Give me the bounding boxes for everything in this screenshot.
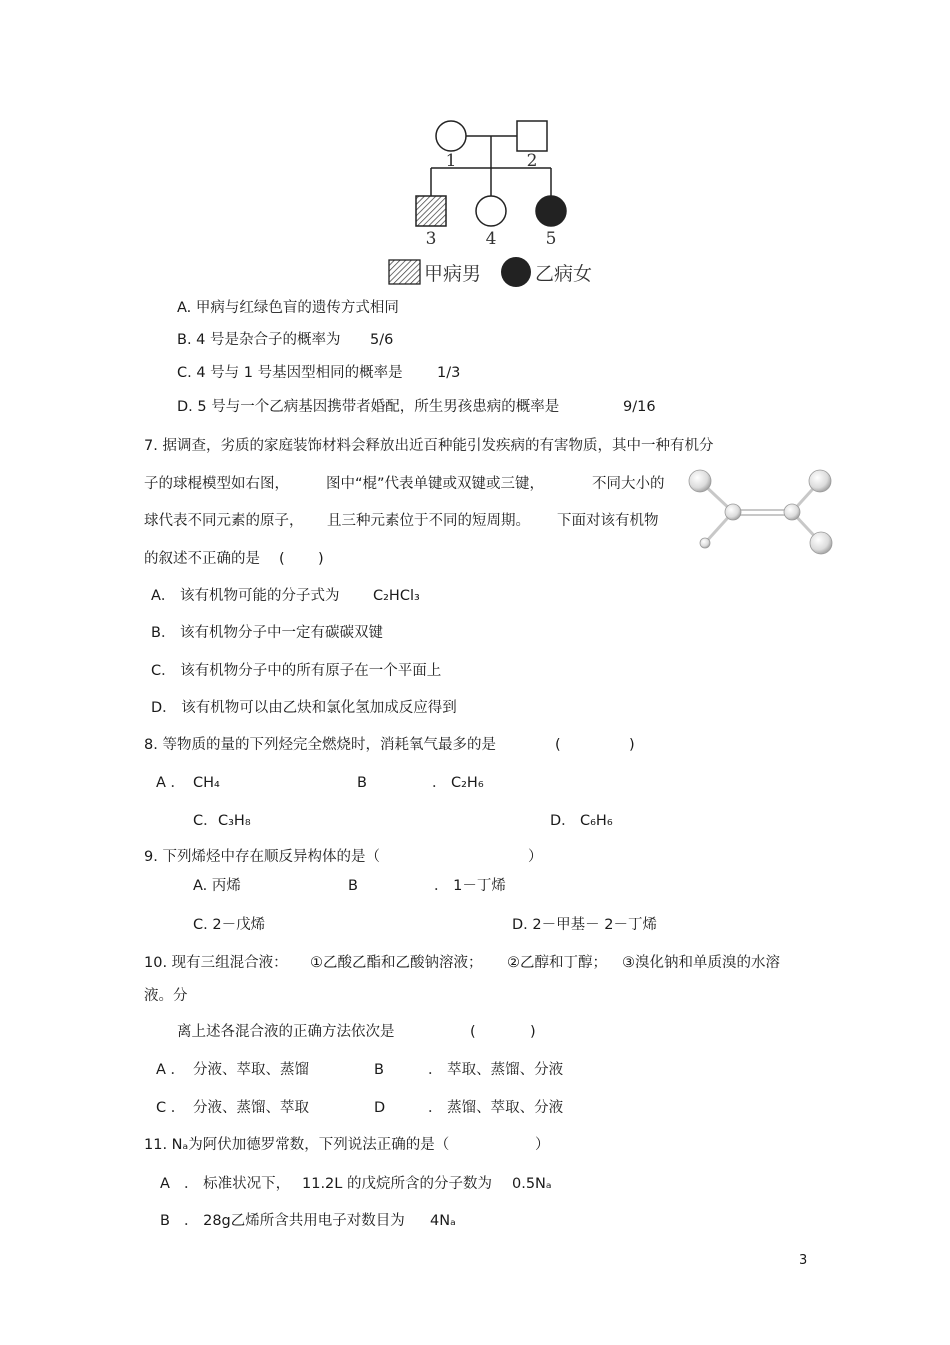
q11-option-a-value: 11.2L 的戊烷所含的分子数为: [302, 1176, 492, 1192]
q9-stem: 9. 下列烯烃中存在顺反异构体的是（: [144, 849, 380, 865]
q10-line-1d: ③溴化钠和单质溴的水溶: [622, 955, 780, 971]
q7-line-4c: ): [318, 551, 324, 567]
q8-option-a-label: A ．: [156, 775, 186, 791]
q11-option-a-label: A: [160, 1176, 170, 1192]
q6-option-b: B. 4 号是杂合子的概率为: [177, 332, 341, 348]
label-5: 5: [545, 229, 557, 249]
page-number: 3: [799, 1253, 808, 1268]
q10-line-1a: 10. 现有三组混合液：: [144, 955, 288, 971]
q11-option-a-text: ． 标准状况下，: [184, 1176, 291, 1192]
q7-line-3b: 且三种元素位于不同的短周期。: [327, 513, 530, 529]
q7-option-d: D． 该有机物可以由乙炔和氯化氢加成反应得到: [151, 700, 457, 716]
q7-line-4a: 的叙述不正确的是: [144, 551, 260, 567]
q6-option-c: C. 4 号与 1 号基因型相同的概率是: [177, 365, 403, 381]
q7-option-b: B． 该有机物分子中一定有碳碳双键: [151, 625, 384, 641]
q9-option-c: C. 2－戊烯: [193, 917, 266, 933]
q7-line-1: 7. 据调查，劣质的家庭装饰材料会释放出近百种能引发疾病的有害物质，其中一种有机分: [144, 438, 714, 454]
q8-option-b-label: B: [357, 775, 367, 791]
q8-option-d-label: D．: [550, 813, 576, 829]
atom-ball: [810, 532, 832, 554]
q10-line-3b: (: [470, 1024, 476, 1040]
q7-line-4b: (: [279, 551, 285, 567]
q7-line-2b: 图中“棍”代表单键或双键或三键，: [326, 476, 545, 492]
individual-5: [536, 196, 566, 226]
ball-stick-model: [685, 465, 835, 560]
q7-line-3a: 球代表不同元素的原子，: [144, 513, 304, 529]
q8-option-c-formula: C₃H₈: [218, 813, 251, 829]
label-2: 2: [526, 151, 538, 171]
atom-ball: [700, 538, 710, 548]
q7-option-a: A． 该有机物可能的分子式为: [151, 588, 340, 604]
q10-option-d-label: D: [374, 1100, 386, 1116]
q10-line-2: 液。分: [144, 988, 188, 1004]
q7-option-c: C． 该有机物分子中的所有原子在一个平面上: [151, 663, 442, 679]
q7-line-3c: 下面对该有机物: [557, 513, 659, 529]
q10-line-3a: 离上述各混合液的正确方法依次是: [177, 1024, 395, 1040]
legend-b-label: 乙病女: [535, 263, 593, 285]
label-1: 1: [445, 151, 457, 171]
q9-option-b-label: B: [348, 878, 358, 894]
q6-option-d-value: 9/16: [623, 399, 656, 415]
q8-paren-left: (: [555, 737, 561, 753]
pedigree-diagram: [380, 110, 620, 295]
label-3: 3: [425, 229, 437, 249]
q10-line-3c: ): [530, 1024, 536, 1040]
q10-option-b-text: ． 萃取、蒸馏、分液: [428, 1062, 564, 1078]
q10-option-a-label: A ．: [156, 1062, 186, 1078]
q8-option-c-label: C．: [193, 813, 218, 829]
individual-2: [517, 121, 547, 151]
q8-option-b-formula: C₂H₆: [451, 775, 484, 791]
q7-line-2a: 子的球棍模型如右图，: [144, 476, 289, 492]
individual-3: [416, 196, 446, 226]
q9-option-b-text: ． 1－丁烯: [434, 878, 506, 894]
q6-option-b-value: 5/6: [370, 332, 394, 348]
q9-option-a: A. 丙烯: [193, 878, 241, 894]
q9-option-d: D. 2－甲基－ 2－丁烯: [512, 917, 657, 933]
atom-ball: [689, 470, 711, 492]
individual-1: [436, 121, 466, 151]
q7-option-a-formula: C₂HCl₃: [373, 588, 420, 604]
legend-hatch-swatch: [389, 260, 420, 284]
q10-option-c-text: 分液、蒸馏、萃取: [193, 1100, 309, 1116]
individual-4: [476, 196, 506, 226]
q10-line-1c: ②乙醇和丁醇；: [507, 955, 607, 971]
q8-paren-right: ): [629, 737, 635, 753]
q8-option-a-formula: CH₄: [193, 775, 220, 791]
q6-option-d: D. 5 号与一个乙病基因携带者婚配，所生男孩患病的概率是: [177, 399, 560, 415]
atom-ball: [725, 504, 741, 520]
atom-ball: [784, 504, 800, 520]
q10-line-1b: ①乙酸乙酯和乙酸钠溶液；: [310, 955, 483, 971]
q9-paren-right: ）: [528, 849, 543, 865]
q8-option-b-dot: ．: [432, 775, 447, 791]
q8-option-d-formula: C₆H₆: [580, 813, 613, 829]
atom-ball: [809, 470, 831, 492]
q6-option-a: A. 甲病与红绿色盲的遗传方式相同: [177, 300, 399, 316]
legend-a-label: 甲病男: [424, 263, 482, 285]
label-4: 4: [485, 229, 497, 249]
q6-option-c-value: 1/3: [437, 365, 461, 381]
q10-option-b-label: B: [374, 1062, 384, 1078]
q11-option-b-answer: 4Nₐ: [430, 1213, 456, 1229]
q11-option-b-label: B: [160, 1213, 170, 1229]
q10-option-a-text: 分液、萃取、蒸馏: [193, 1062, 309, 1078]
q11-paren-right: ）: [535, 1137, 550, 1153]
legend-filled-swatch: [501, 257, 531, 287]
q10-option-c-label: C ．: [156, 1100, 186, 1116]
q11-stem: 11. Nₐ为阿伏加德罗常数，下列说法正确的是（: [144, 1137, 450, 1153]
q8-stem: 8. 等物质的量的下列烃完全燃烧时，消耗氧气最多的是: [144, 737, 496, 753]
q11-option-b-text: ． 28g乙烯所含共用电子对数目为: [184, 1213, 405, 1229]
q11-option-a-answer: 0.5Nₐ: [512, 1176, 552, 1192]
q7-line-2c: 不同大小的: [592, 476, 665, 492]
q10-option-d-text: ． 蒸馏、萃取、分液: [428, 1100, 564, 1116]
